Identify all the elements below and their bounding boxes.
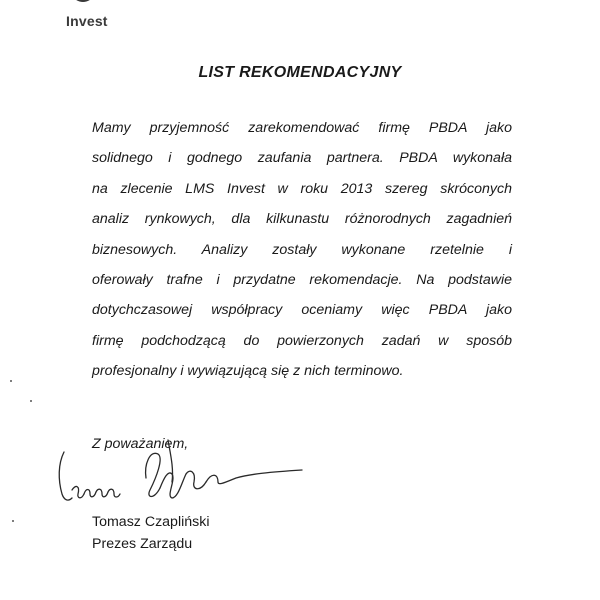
body-line: Mamy przyjemność zarekomendować firmę PBDA jako: [92, 120, 512, 136]
signer-role: Prezes Zarządu: [92, 536, 193, 552]
company-logo-text: Invest: [66, 13, 108, 29]
body-line: dotychczasowej współpracy oceniamy więc PBDA jako: [92, 302, 512, 319]
body-line: oferowały trafne i przydatne rekomendacje. Na podstawie: [92, 272, 512, 289]
handwritten-signature: [50, 438, 312, 522]
body-line: analiz rynkowych, dla kilkunastu różnorodnych zagadnień: [92, 211, 512, 228]
body-line: biznesowych. Analizy zostały wykonane rzetelnie i: [92, 241, 512, 258]
body-line: na zlecenie LMS Invest w roku 2013 szereg skróconych: [92, 180, 512, 197]
scan-speck: [12, 520, 14, 522]
letter-body: [92, 113, 512, 387]
signer-name: Tomasz Czapliński: [92, 514, 210, 530]
scan-speck: [10, 380, 12, 382]
body-line: profesjonalny i wywiązującą się z nich terminowo.: [92, 363, 404, 380]
letter-title: LIST REKOMENDACYJNY: [198, 64, 402, 81]
company-logo-mark: [66, 0, 100, 4]
body-line: firmę podchodzącą do powierzonych zadań w sposób: [92, 332, 512, 349]
body-line: solidnego i godnego zaufania partnera. PBDA wykonała: [92, 150, 512, 167]
closing-salutation: Z poważaniem,: [92, 436, 189, 452]
scan-speck: [30, 400, 32, 402]
